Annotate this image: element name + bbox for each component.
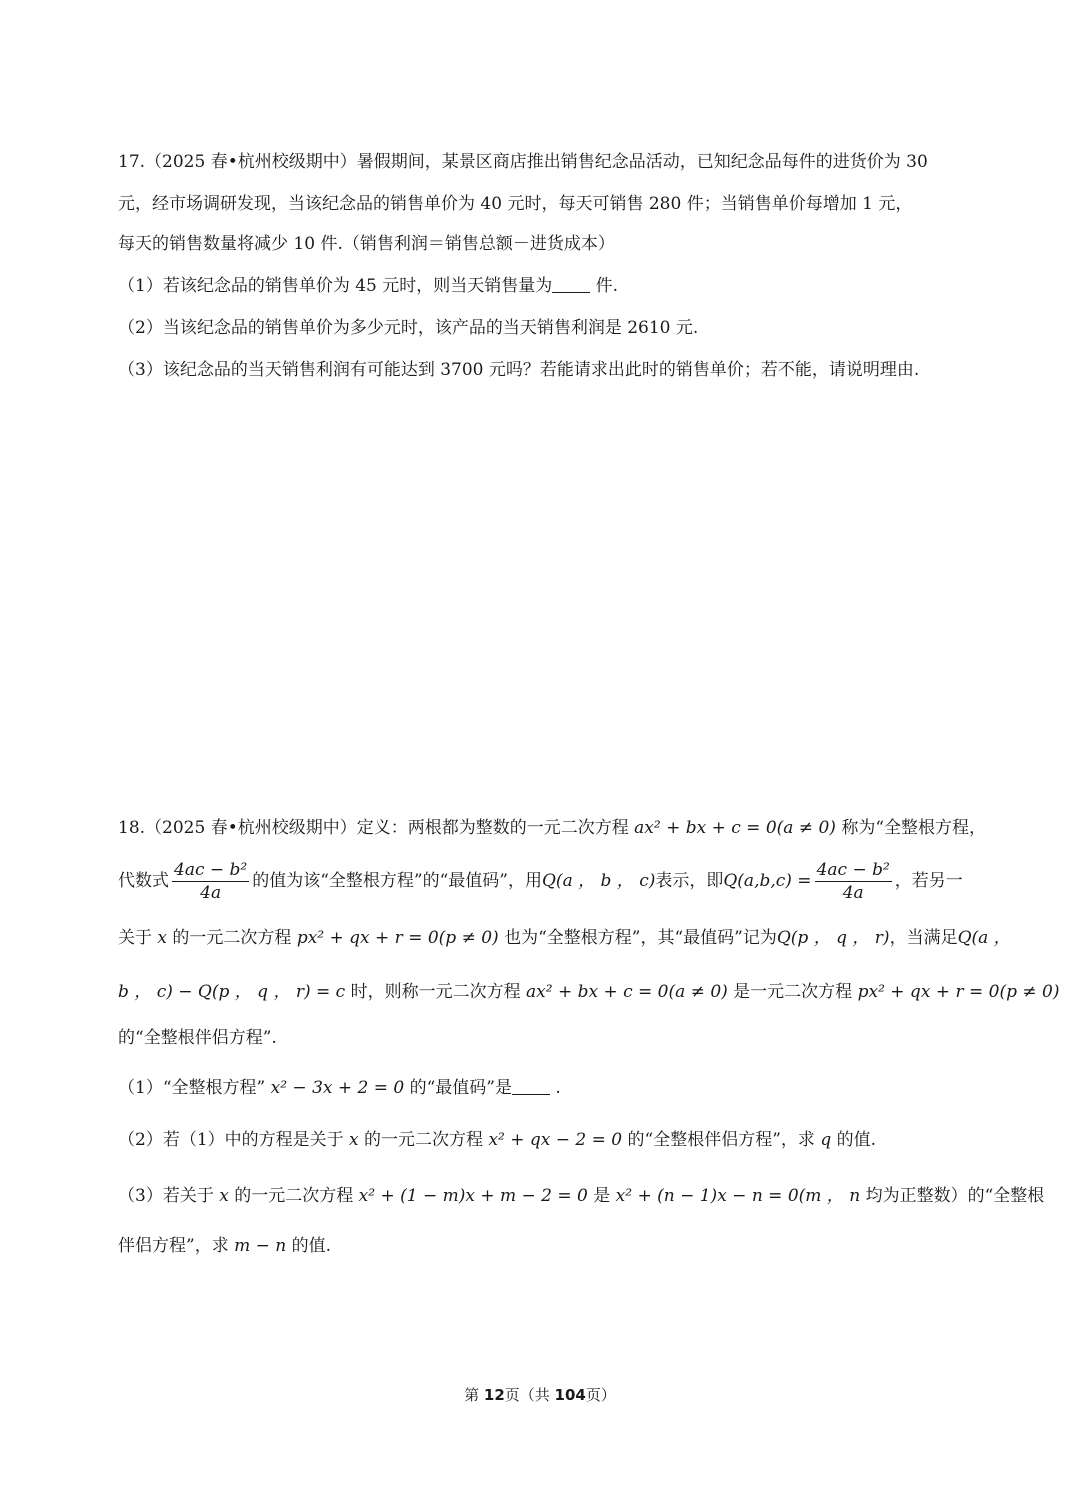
q18-text: （3）若关于 [118,1186,220,1206]
q18-text: （1）“全整根方程” [118,1078,271,1098]
fraction-numerator: 4ac − b² [174,860,248,880]
q18-text: （2）若（1）中的方程是关于 [118,1130,350,1150]
fraction-denominator: 4a [200,883,222,903]
q17-part-2: （2）当该纪念品的销售单价为多少元时，该产品的当天销售利润是 2610 元. [118,318,699,338]
q18-math: x [349,1130,359,1150]
q18-text: 是一元二次方程 [727,982,858,1002]
q18-text: 的值. [286,1236,332,1256]
q18-math: ax² + bx + c = 0(a ≠ 0) [526,982,728,1002]
q18-stem-line-1 [118,814,987,842]
q17-part-3: （3）该纪念品的当天销售利润有可能达到 3700 元吗？若能请求出此时的销售单价；若不能，请说明理由. [118,360,920,380]
q18-math: n [843,1186,861,1206]
answer-blank [552,278,590,293]
q18-stem-line-3 [118,924,1011,952]
q18-math: px² + qx + r = 0(p ≠ 0) [857,982,1060,1002]
q18-stem-line-4 [118,978,1060,1006]
q18-text: 18.（2025 春•杭州校级期中）定义：两根都为整数的一元二次方程 [118,818,635,838]
q18-text: 的一元二次方程 [228,1186,359,1206]
fraction-denominator: 4a [842,883,864,903]
q18-math: Q(a,b,c) = [723,871,812,891]
fraction-expression [172,859,249,904]
answer-blank [512,1080,550,1095]
q18-text: ，若另一 [894,871,963,891]
q18-part-3-line-1 [118,1182,1045,1210]
q18-math: x² + (1 − m)x + m − 2 = 0 [358,1186,588,1206]
q18-text: 的“最值码”是 [404,1078,512,1098]
q18-text: 代数式 [118,871,169,891]
q17-part-1-suffix: 件. [590,276,619,296]
footer-text: 页） [585,1386,616,1404]
q18-math: Q(a ， [957,928,1011,948]
q18-math: m − n [234,1236,287,1256]
page-number: 12 [483,1386,505,1404]
q18-math: q [820,1130,832,1150]
q18-text: 均为正整数）的“全整根 [860,1186,1045,1206]
q17-stem-line-1: 17.（2025 春•杭州校级期中）暑假期间，某景区商店推出销售纪念品活动，已知纪念品每件的进货价为 30 [118,152,928,172]
q18-math: x [219,1186,229,1206]
q17-part-1 [118,272,968,300]
q18-stem-line-2 [118,856,968,906]
q17-stem-line-2: 元，经市场调研发现，当该纪念品的销售单价为 40 元时，每天可销售 280 件；当销售单价每增加 1 元， [118,194,913,214]
q18-text: 也为“全整根方程”，其“最值码”记为 [498,928,777,948]
fraction-expression [815,859,892,904]
footer-text: 页（共 [504,1386,555,1404]
q18-text: 的一元二次方程 [358,1130,489,1150]
q18-math: x [157,928,167,948]
q18-text: 的值. [831,1130,877,1150]
footer-text: 第 [464,1386,484,1404]
q18-math: x² + qx − 2 = 0 [488,1130,623,1150]
q18-text: 的值为该“全整根方程”的“最值码”，用 [252,871,542,891]
q18-text: 的“全整根伴侣方程”，求 [622,1130,821,1150]
q18-text: 称为“全整根方程， [835,818,987,838]
q18-part-2 [118,1126,968,1154]
q18-text: 表示，即 [655,871,724,891]
q18-text: ，当满足 [889,928,958,948]
q18-stem-line-5: 的“全整根伴侣方程”. [118,1028,277,1048]
q18-text: . [550,1078,561,1098]
q18-math: b ， c) − Q(p ， q ， r) = c [118,982,346,1002]
q18-part-3-line-2 [118,1232,968,1260]
q18-text: 时，则称一元二次方程 [345,982,526,1002]
fraction-numerator: 4ac − b² [816,860,890,880]
q18-math: Q(a ， b ， c) [542,871,656,891]
q18-math: x² − 3x + 2 = 0 [270,1078,405,1098]
q18-text: 的一元二次方程 [167,928,297,948]
q18-math: x² + (n − 1)x − n = 0(m ， [615,1186,844,1206]
q17-stem-line-3: 每天的销售数量将减少 10 件.（销售利润＝销售总额－进货成本） [118,234,615,254]
q17-part-1-text: （1）若该纪念品的销售单价为 45 元时，则当天销售量为 [118,276,553,296]
q18-text: 伴侣方程”，求 [118,1236,235,1256]
q18-part-1 [118,1074,968,1102]
q18-math: ax² + bx + c = 0(a ≠ 0) [634,818,836,838]
page-footer [0,1384,1080,1406]
q18-text: 关于 [118,928,158,948]
q18-math: Q(p ， q ， r) [776,928,890,948]
total-pages: 104 [554,1386,586,1404]
q18-text: 是 [587,1186,616,1206]
q18-math: px² + qx + r = 0(p ≠ 0) [296,928,499,948]
